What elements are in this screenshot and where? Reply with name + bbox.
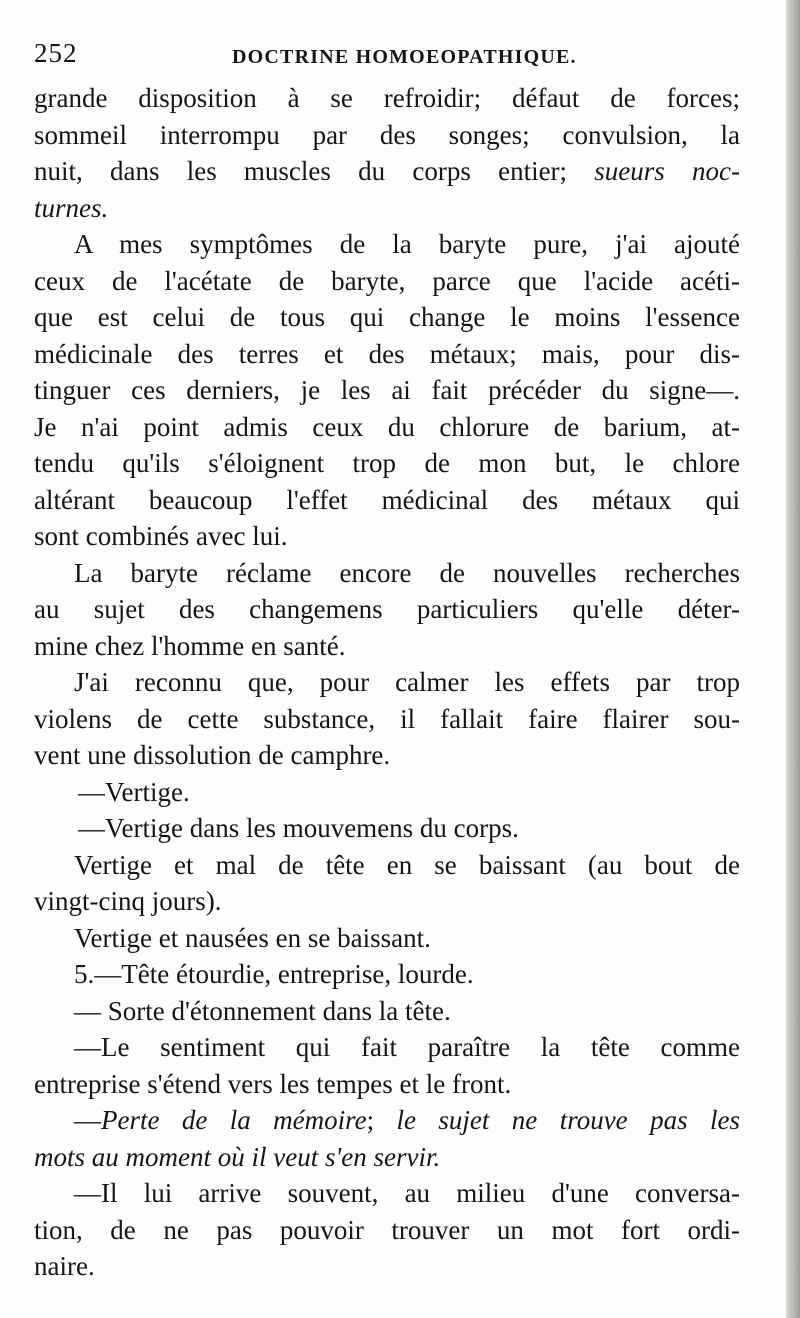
text-line: vent une dissolution de camphre. <box>34 740 391 770</box>
symptom-line <box>34 1102 740 1139</box>
text-span: ; <box>366 1105 397 1135</box>
paragraph-first-line: J'ai reconnu que, pour calmer les effets par trop <box>74 667 740 697</box>
text-line: que est celui de tous qui change le moins l'essence <box>34 302 740 332</box>
symptom-line: —Vertige dans les mouvemens du corps. <box>78 813 519 843</box>
paragraph-first-line: A mes symptômes de la baryte pure, j'ai ajouté <box>74 229 740 259</box>
text-line: médicinale des terres et des métaux; mais, pour dis- <box>34 338 740 369</box>
paragraph-first-line: La baryte réclame encore de nouvelles recherches <box>74 557 740 588</box>
text-line: violens de cette substance, il fallait faire flairer sou- <box>34 703 740 734</box>
text-line: sommeil interrompu par des songes; convulsion, la <box>34 119 740 150</box>
text-line: vingt-cinq jours). <box>34 886 222 916</box>
text-span: nuit, dans les muscles du corps entier; <box>34 156 595 186</box>
text-line: sont combinés avec lui. <box>34 521 288 551</box>
text-line: ceux de l'acétate de baryte, parce que l'acide acéti- <box>34 265 740 296</box>
page-body <box>34 80 740 1285</box>
text-line: tinguer ces derniers, je les ai fait précéder du signe—. <box>34 375 740 405</box>
symptom-line: — Sorte d'étonnement dans la tête. <box>74 995 451 1026</box>
text-line: Je n'ai point admis ceux du chlorure de barium, at- <box>34 411 740 442</box>
symptom-line: —Vertige. <box>78 776 190 807</box>
symptom-line: 5.—Tête étourdie, entreprise, lourde. <box>74 959 474 989</box>
text-line <box>34 1139 740 1176</box>
running-title: DOCTRINE HOMOEOPATHIQUE. <box>232 46 577 68</box>
text-line: naire. <box>34 1251 95 1281</box>
text-line <box>34 190 740 227</box>
text-line: au sujet des changemens particuliers qu'elle déter- <box>34 594 740 624</box>
symptom-line: Vertige et nausées en se baissant. <box>74 922 431 953</box>
text-line: tion, de ne pas pouvoir trouver un mot fort ordi- <box>34 1214 740 1245</box>
symptom-line: —Il lui arrive souvent, au milieu d'une conversa- <box>74 1178 740 1208</box>
text-line: grande disposition à se refroidir; défaut de forces; <box>34 83 740 113</box>
text-span: — <box>74 1105 101 1135</box>
page-gutter-shadow <box>786 0 800 1318</box>
text-line: mine chez l'homme en santé. <box>34 630 346 661</box>
page-header <box>34 38 754 78</box>
text-line: altérant beaucoup l'effet médicinal des métaux qui <box>34 484 740 515</box>
italic-span: mots au moment où il veut s'en servir. <box>34 1141 441 1172</box>
italic-span: turnes. <box>34 192 109 223</box>
page-number: 252 <box>34 38 78 68</box>
italic-span: Perte de la mémoire <box>101 1105 367 1135</box>
text-line <box>34 153 740 190</box>
symptom-line: Vertige et mal de tête en se baissant (au bout de <box>74 849 740 880</box>
text-line: tendu qu'ils s'éloignent trop de mon but, le chlore <box>34 448 740 478</box>
italic-span: sueurs noc- <box>594 156 740 186</box>
symptom-line: —Le sentiment qui fait paraître la tête comme <box>74 1032 740 1062</box>
italic-span: le sujet ne trouve pas les <box>396 1105 740 1135</box>
text-line: entreprise s'étend vers les tempes et le front. <box>34 1068 512 1099</box>
